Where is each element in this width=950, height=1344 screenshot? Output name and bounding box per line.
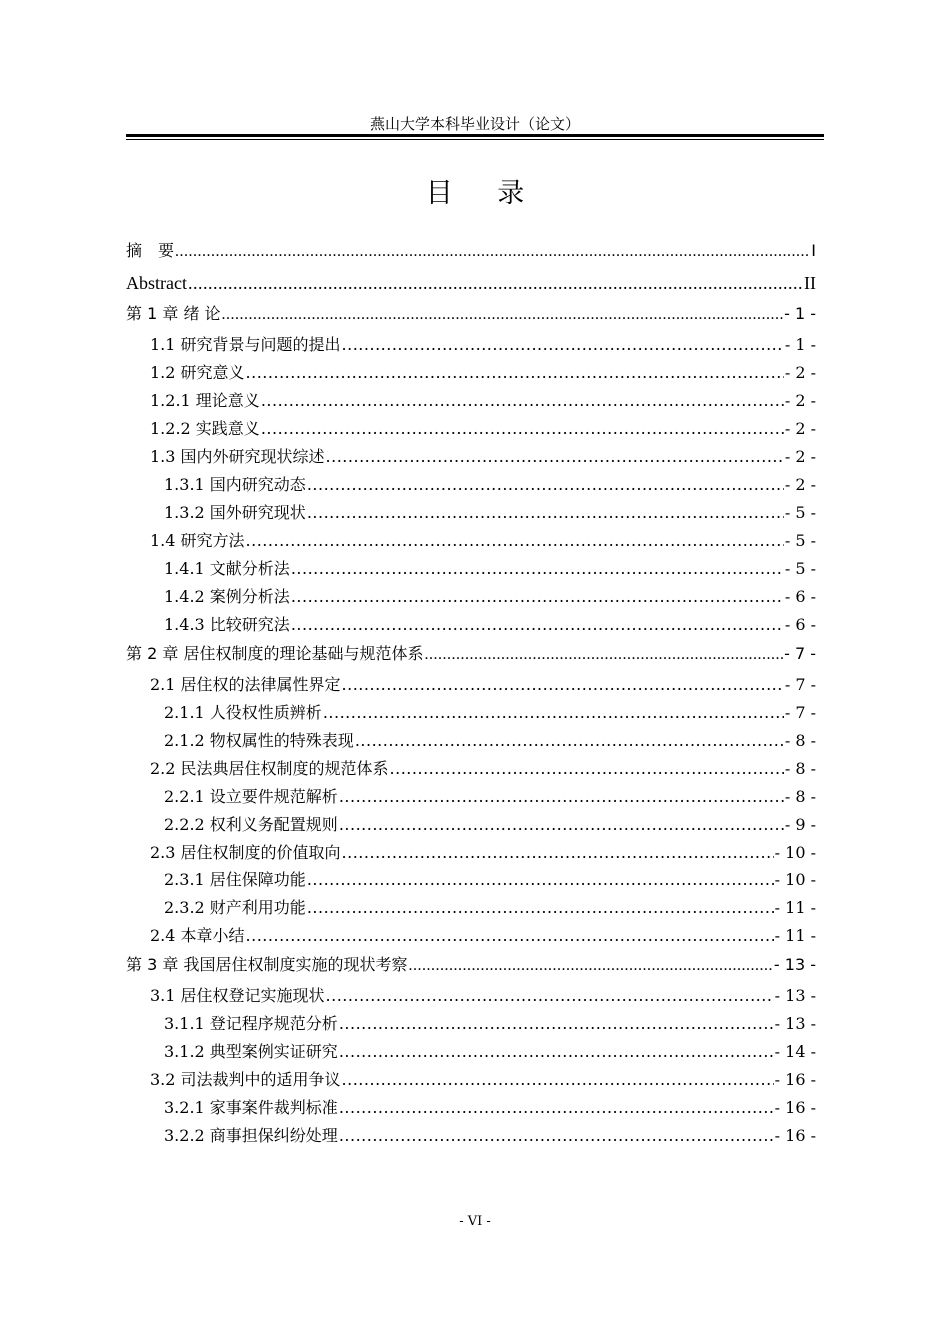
toc-page-number: - 1 - [784, 304, 816, 323]
toc-title: 目 录 [425, 178, 543, 209]
toc-leader-dots [390, 758, 784, 780]
toc-entry-text: 1.4.1 文献分析法 [164, 559, 290, 578]
toc-page-number: - 1 - [784, 335, 816, 354]
toc-entry-1-3-1[interactable] [126, 474, 816, 496]
toc-page-number: - 13 - [774, 986, 816, 1005]
toc-entry-1-2[interactable] [126, 362, 816, 384]
toc-page-number: - 7 - [784, 675, 816, 694]
toc-entry-text: 2.4 本章小结 [150, 926, 245, 945]
toc-entry-3-2-1[interactable] [126, 1097, 816, 1119]
toc-entry-text: 1.4.2 案例分析法 [164, 587, 290, 606]
toc-entry-2-2-2[interactable] [126, 814, 816, 836]
toc-leader-dots [355, 730, 784, 752]
toc-page-number: - 5 - [784, 531, 816, 550]
toc-page-number: - 8 - [784, 759, 816, 778]
toc-page-number: - 13 - [773, 955, 816, 974]
toc-page-number: - 11 - [774, 926, 816, 945]
running-header: 燕山大学本科毕业设计（论文） [369, 115, 580, 133]
toc-page-number: I [811, 241, 816, 260]
toc-leader-dots [342, 334, 784, 356]
toc-entry-abstract-en[interactable] [126, 272, 816, 294]
toc-page-number: - 5 - [784, 559, 816, 578]
toc-page-number: - 16 - [774, 1126, 816, 1145]
toc-leader-dots [339, 1013, 774, 1035]
toc-entry-text: 2.2.1 设立要件规范解析 [164, 787, 338, 806]
toc-leader-dots [261, 418, 784, 440]
toc-page-number: - 6 - [784, 615, 816, 634]
toc-page-number: - 5 - [784, 503, 816, 522]
toc-entry-1-2-1[interactable] [126, 390, 816, 412]
toc-page-number: - 11 - [774, 898, 816, 917]
toc-entry-text: 3.2.2 商事担保纠纷处理 [164, 1126, 338, 1145]
toc-entry-2-1[interactable] [126, 674, 816, 696]
toc-entry-1-4-1[interactable] [126, 558, 816, 580]
toc-leader-dots [323, 702, 784, 724]
toc-leader-dots [307, 474, 784, 496]
toc-entry-text: 2.1 居住权的法律属性界定 [150, 675, 341, 694]
toc-page-number: - 6 - [784, 587, 816, 606]
toc-entry-1-2-2[interactable] [126, 418, 816, 440]
toc-entry-text: 2.2.2 权利义务配置规则 [164, 815, 338, 834]
toc-entry-text: 3.1.1 登记程序规范分析 [164, 1014, 338, 1033]
toc-page-number: - 2 - [784, 391, 816, 410]
toc-entry-text: 2.3.1 居住保障功能 [164, 870, 306, 889]
toc-entry-3-1-1[interactable] [126, 1013, 816, 1035]
toc-entry-3-1[interactable] [126, 985, 816, 1007]
toc-leader-dots [339, 1125, 774, 1147]
toc-entry-text: 第 3 章 我国居住权制度实施的现状考察 [126, 955, 408, 974]
toc-entry-1-3[interactable] [126, 446, 816, 468]
toc-entry-text: 1.4.3 比较研究法 [164, 615, 290, 634]
toc-entry-text: 2.2 民法典居住权制度的规范体系 [150, 759, 389, 778]
toc-page-number: - 7 - [784, 644, 816, 663]
toc-leader-dots [339, 786, 784, 808]
toc-entry-text: 1.3 国内外研究现状综述 [150, 447, 325, 466]
toc-entry-1-3-2[interactable] [126, 502, 816, 524]
toc-page-number: - 2 - [784, 363, 816, 382]
toc-entry-3-2-2[interactable] [126, 1125, 816, 1147]
toc-leader-dots [307, 897, 774, 919]
toc-page-number: - 14 - [774, 1042, 816, 1061]
toc-leader-dots [188, 272, 803, 294]
toc-entry-2-2[interactable] [126, 758, 816, 780]
toc-entry-abstract-cn[interactable] [126, 240, 816, 263]
toc-entry-1-4-2[interactable] [126, 586, 816, 608]
toc-page-number: - 10 - [774, 870, 816, 889]
toc-page-number: II [804, 273, 816, 293]
toc-leader-dots [246, 530, 784, 552]
toc-leader-dots [342, 842, 774, 864]
toc-entry-1-4[interactable] [126, 530, 816, 552]
toc-page-number: - 2 - [784, 419, 816, 438]
toc-leader-dots [326, 985, 774, 1007]
toc-page-number: - 16 - [774, 1098, 816, 1117]
toc-entry-2-3[interactable] [126, 842, 816, 864]
toc-leader-dots [339, 1097, 774, 1119]
toc-entry-chapter-1[interactable] [126, 303, 816, 326]
toc-entry-1-4-3[interactable] [126, 614, 816, 636]
toc-leader-dots [339, 1041, 774, 1063]
toc-entry-text: 2.3.2 财产利用功能 [164, 898, 306, 917]
toc-entry-chapter-2[interactable] [126, 643, 816, 666]
toc-entry-text: 摘 要 [126, 241, 175, 260]
toc-leader-dots [291, 614, 784, 636]
toc-entry-text: 1.2 研究意义 [150, 363, 245, 382]
toc-entry-2-4[interactable] [126, 925, 816, 947]
toc-leader-dots [424, 644, 783, 666]
toc-entry-text: 3.2 司法裁判中的适用争议 [150, 1070, 341, 1089]
toc-entry-2-1-1[interactable] [126, 702, 816, 724]
toc-leader-dots [342, 674, 784, 696]
toc-leader-dots [246, 925, 774, 947]
toc-entry-text: 1.3.2 国外研究现状 [164, 503, 306, 522]
toc-page-number: - 13 - [774, 1014, 816, 1033]
toc-leader-dots [342, 1069, 774, 1091]
toc-leader-dots [408, 955, 772, 977]
toc-leader-dots [326, 446, 784, 468]
toc-entry-chapter-3[interactable] [126, 954, 816, 977]
toc-page-number: - 8 - [784, 731, 816, 750]
toc-entry-2-1-2[interactable] [126, 730, 816, 752]
toc-entry-text: 第 2 章 居住权制度的理论基础与规范体系 [126, 644, 424, 663]
toc-entry-2-2-1[interactable] [126, 786, 816, 808]
toc-leader-dots [246, 362, 784, 384]
header-rule-thick [126, 134, 824, 137]
toc-entry-text: 3.1.2 典型案例实证研究 [164, 1042, 338, 1061]
toc-entry-text: 1.1 研究背景与问题的提出 [150, 335, 341, 354]
toc-entry-2-3-2[interactable] [126, 897, 816, 919]
toc-entry-text: 2.1.1 人役权性质辨析 [164, 703, 322, 722]
toc-entry-text: 2.3 居住权制度的价值取向 [150, 843, 341, 862]
toc-leader-dots [307, 869, 774, 891]
toc-leader-dots [291, 558, 784, 580]
toc-entry-text: 第 1 章 绪 论 [126, 304, 221, 323]
toc-page-number: - 7 - [784, 703, 816, 722]
toc-page-number: - 10 - [774, 843, 816, 862]
toc-entry-text: 1.3.1 国内研究动态 [164, 475, 306, 494]
toc-entry-text: 2.1.2 物权属性的特殊表现 [164, 731, 354, 750]
toc-page-number: - 2 - [784, 447, 816, 466]
toc-entry-text: 1.4 研究方法 [150, 531, 245, 550]
toc-leader-dots [175, 241, 810, 263]
toc-entry-text: 1.2.2 实践意义 [150, 419, 260, 438]
toc-entry-1-1[interactable] [126, 334, 816, 356]
toc-leader-dots [291, 586, 784, 608]
toc-entry-3-1-2[interactable] [126, 1041, 816, 1063]
toc-page-number: - 9 - [784, 815, 816, 834]
header-rule-thin [126, 139, 824, 140]
toc-leader-dots [261, 390, 784, 412]
toc-entry-text: 3.2.1 家事案件裁判标准 [164, 1098, 338, 1117]
toc-entry-text: 3.1 居住权登记实施现状 [150, 986, 325, 1005]
toc-entry-text: 1.2.1 理论意义 [150, 391, 260, 410]
toc-page-number: - 8 - [784, 787, 816, 806]
toc-leader-dots [339, 814, 784, 836]
toc-entry-3-2[interactable] [126, 1069, 816, 1091]
toc-leader-dots [307, 502, 784, 524]
toc-page-number: - 16 - [774, 1070, 816, 1089]
toc-leader-dots [222, 304, 784, 326]
toc-entry-2-3-1[interactable] [126, 869, 816, 891]
toc-entry-text: Abstract [126, 273, 187, 293]
toc-page-number: - 2 - [784, 475, 816, 494]
page-footer-number: - VI - [459, 1214, 491, 1229]
